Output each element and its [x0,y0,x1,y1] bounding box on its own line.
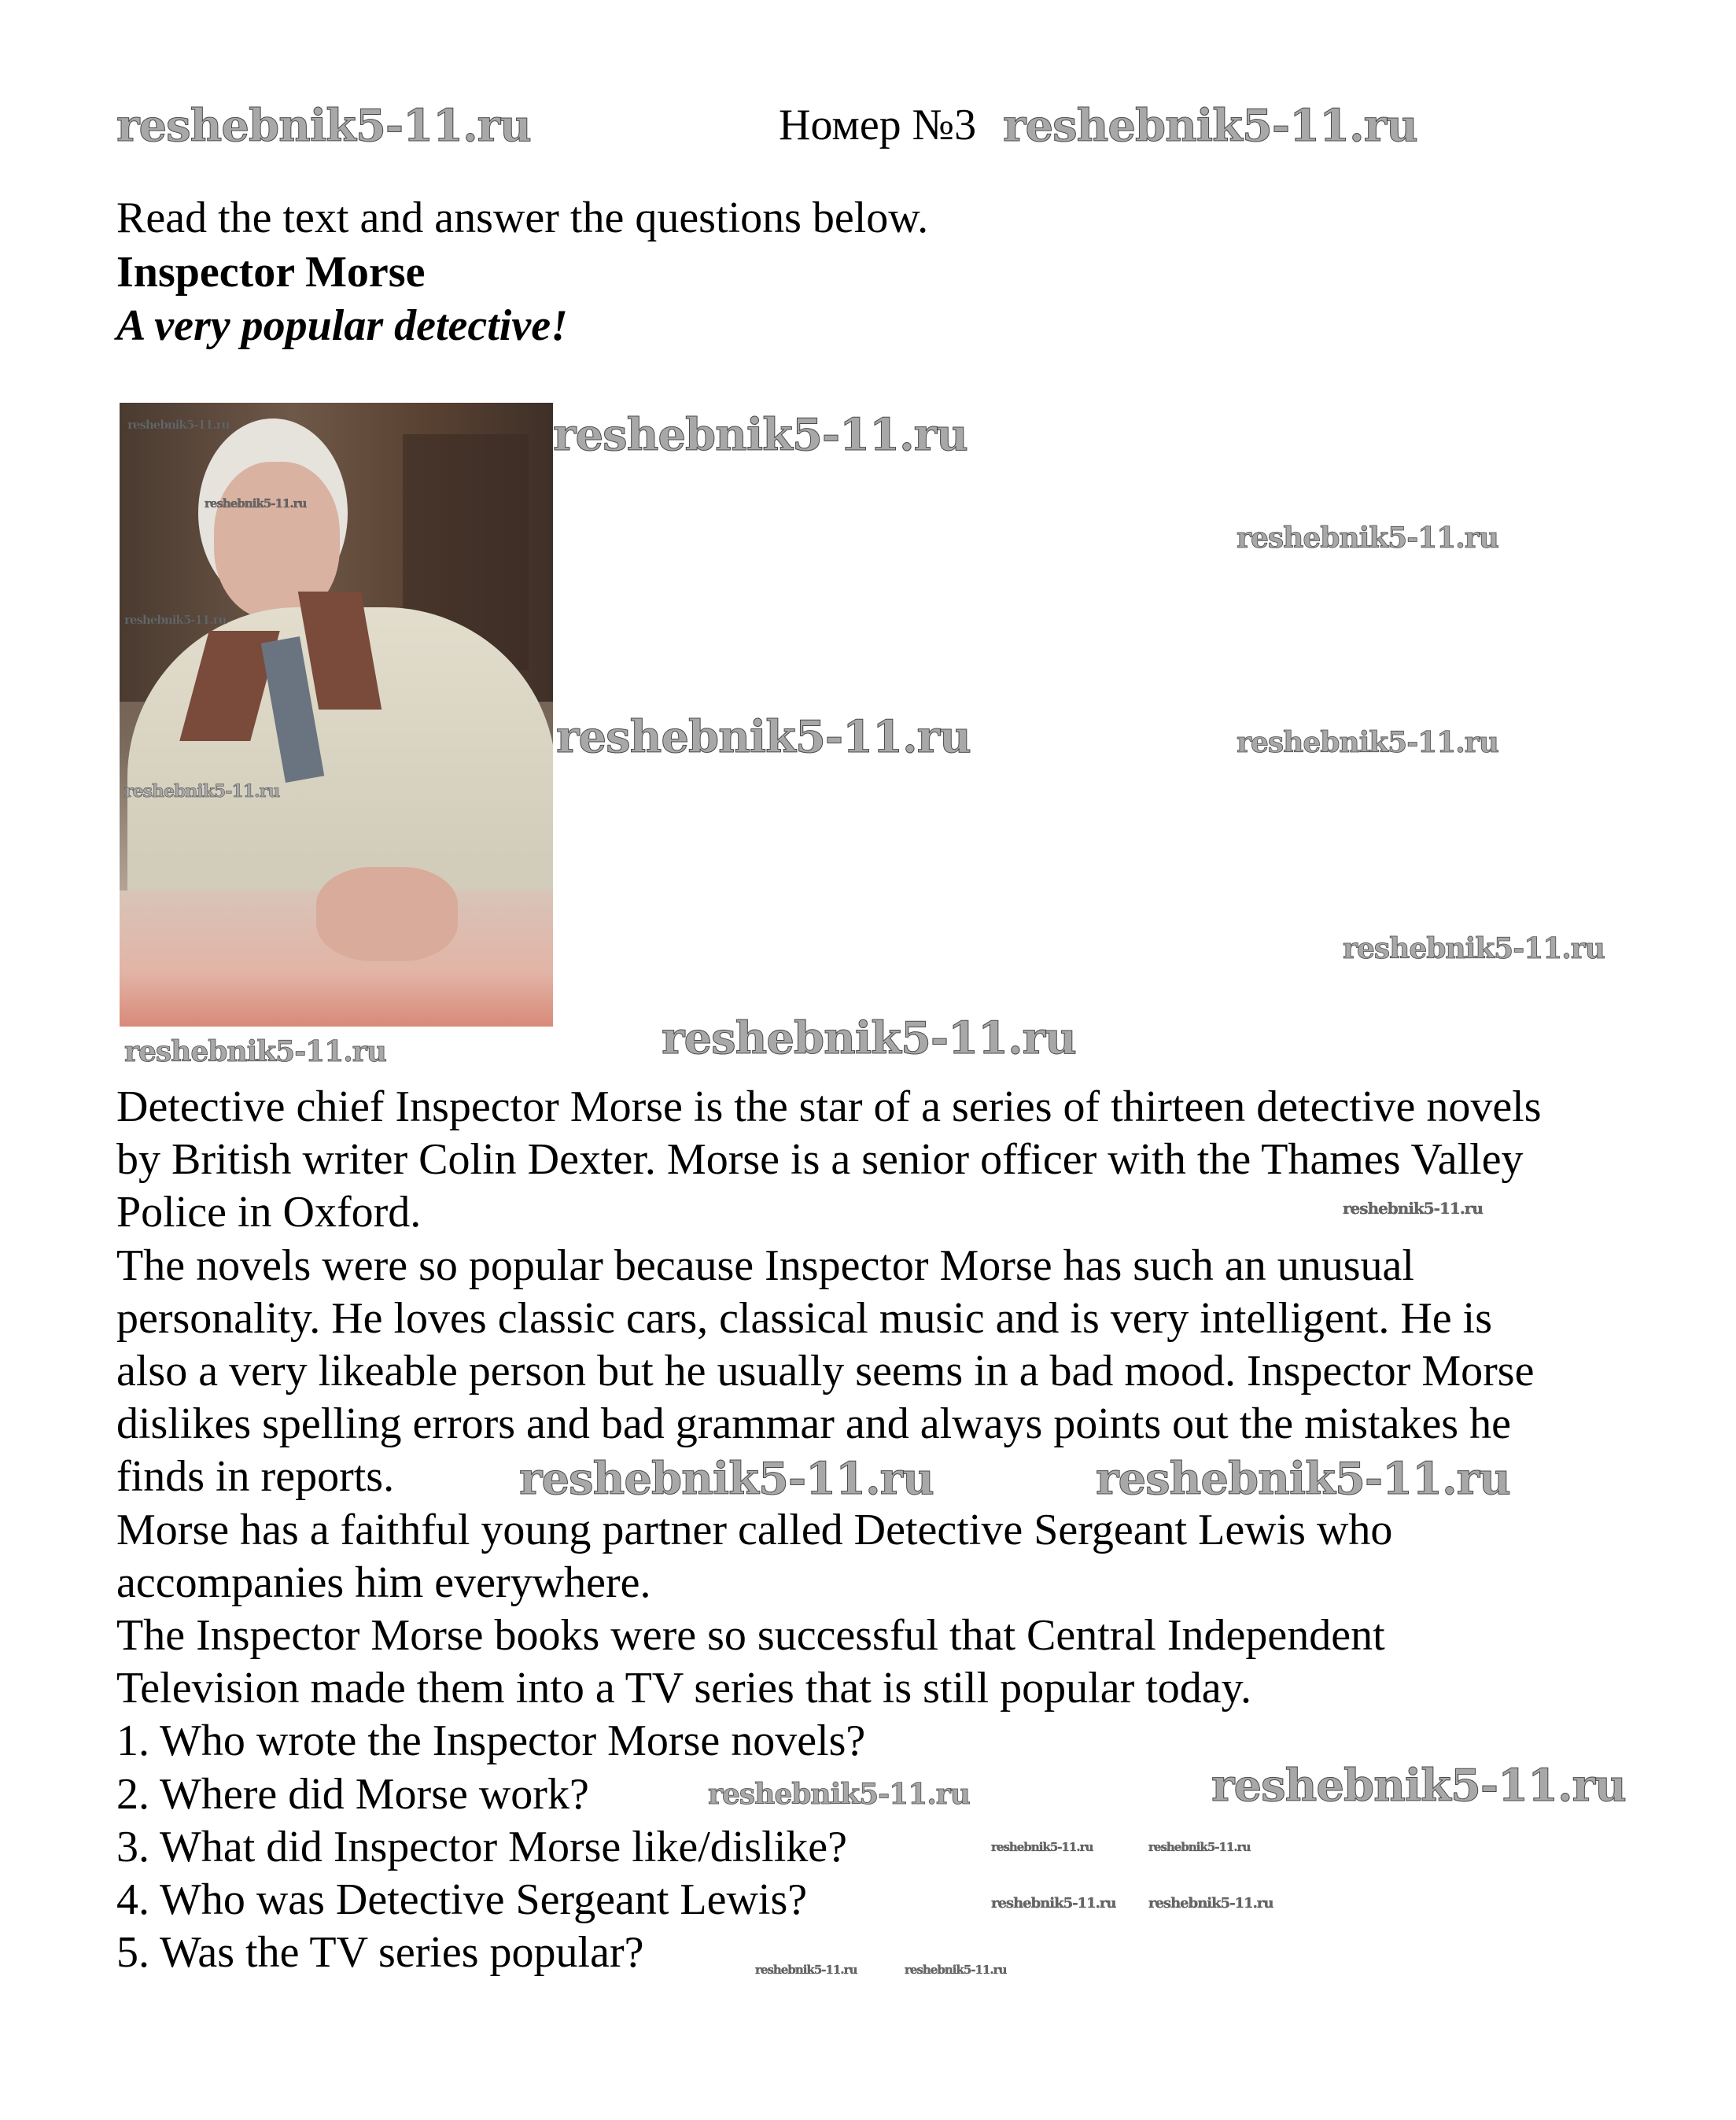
page-number-title: Номер №3 [779,101,977,149]
watermark: reshebnik5-11.ru [905,1963,1007,1977]
question: 2. Where did Morse work? [116,1769,589,1819]
inspector-morse-photo [120,403,553,1027]
watermark: reshebnik5-11.ru [1343,932,1605,965]
body-line: also a very likeable person but he usually seems in a bad mood. Inspector Morse [116,1347,1535,1396]
question: 4. Who was Detective Sergeant Lewis? [116,1875,808,1925]
article-body [116,1081,1542,1979]
watermark: reshebnik5-11.ru [124,1035,386,1068]
body-line: by British writer Colin Dexter. Morse is a senior officer with the Thames Valley [116,1135,1524,1185]
body-line: The novels were so popular because Inspector Morse has such an unusual [116,1241,1414,1290]
body-line: Detective chief Inspector Morse is the star of a series of thirteen detective novels [116,1082,1542,1131]
watermark: reshebnik5-11.ru [991,1840,1093,1854]
watermark: reshebnik5-11.ru [1237,726,1498,759]
question: 3. What did Inspector Morse like/dislike? [116,1822,847,1871]
body-line: dislikes spelling errors and bad grammar and always points out the mistakes he [116,1399,1511,1449]
watermark: reshebnik5-11.ru [124,781,280,802]
watermark: reshebnik5-11.ru [1096,1453,1510,1505]
watermark: reshebnik5-11.ru [553,409,968,461]
instruction-text: Read the text and answer the questions below. [116,194,929,242]
watermark: reshebnik5-11.ru [755,1963,857,1977]
watermark: reshebnik5-11.ru [991,1895,1116,1912]
watermark: reshebnik5-11.ru [116,100,531,152]
watermark: reshebnik5-11.ru [127,418,230,432]
body-line: accompanies him everywhere. [116,1558,651,1607]
watermark: reshebnik5-11.ru [708,1778,970,1811]
watermark: reshebnik5-11.ru [662,1012,1076,1064]
watermark: reshebnik5-11.ru [1237,522,1498,555]
body-line: Police in Oxford. [116,1188,422,1237]
question: 5. Was the TV series popular? [116,1928,644,1978]
body-line: personality. He loves classic cars, classical music and is very intelligent. He is [116,1293,1492,1343]
watermark: reshebnik5-11.ru [205,496,307,511]
body-line: Television made them into a TV series that is still popular today. [116,1664,1252,1713]
watermark: reshebnik5-11.ru [556,711,971,763]
watermark: reshebnik5-11.ru [1003,100,1417,152]
article-subheading: A very popular detective! [116,301,568,350]
body-line: finds in reports. [116,1452,395,1502]
body-line: The Inspector Morse books were so successful that Central Independent [116,1611,1385,1661]
watermark: reshebnik5-11.ru [1343,1199,1483,1218]
body-line: Morse has a faithful young partner called Detective Sergeant Lewis who [116,1505,1393,1554]
watermark: reshebnik5-11.ru [124,613,227,627]
question: 1. Who wrote the Inspector Morse novels? [116,1716,866,1766]
watermark: reshebnik5-11.ru [1148,1895,1273,1912]
article-heading: Inspector Morse [116,248,426,297]
watermark: reshebnik5-11.ru [1211,1760,1626,1812]
watermark: reshebnik5-11.ru [519,1453,934,1505]
watermark: reshebnik5-11.ru [1148,1840,1251,1854]
